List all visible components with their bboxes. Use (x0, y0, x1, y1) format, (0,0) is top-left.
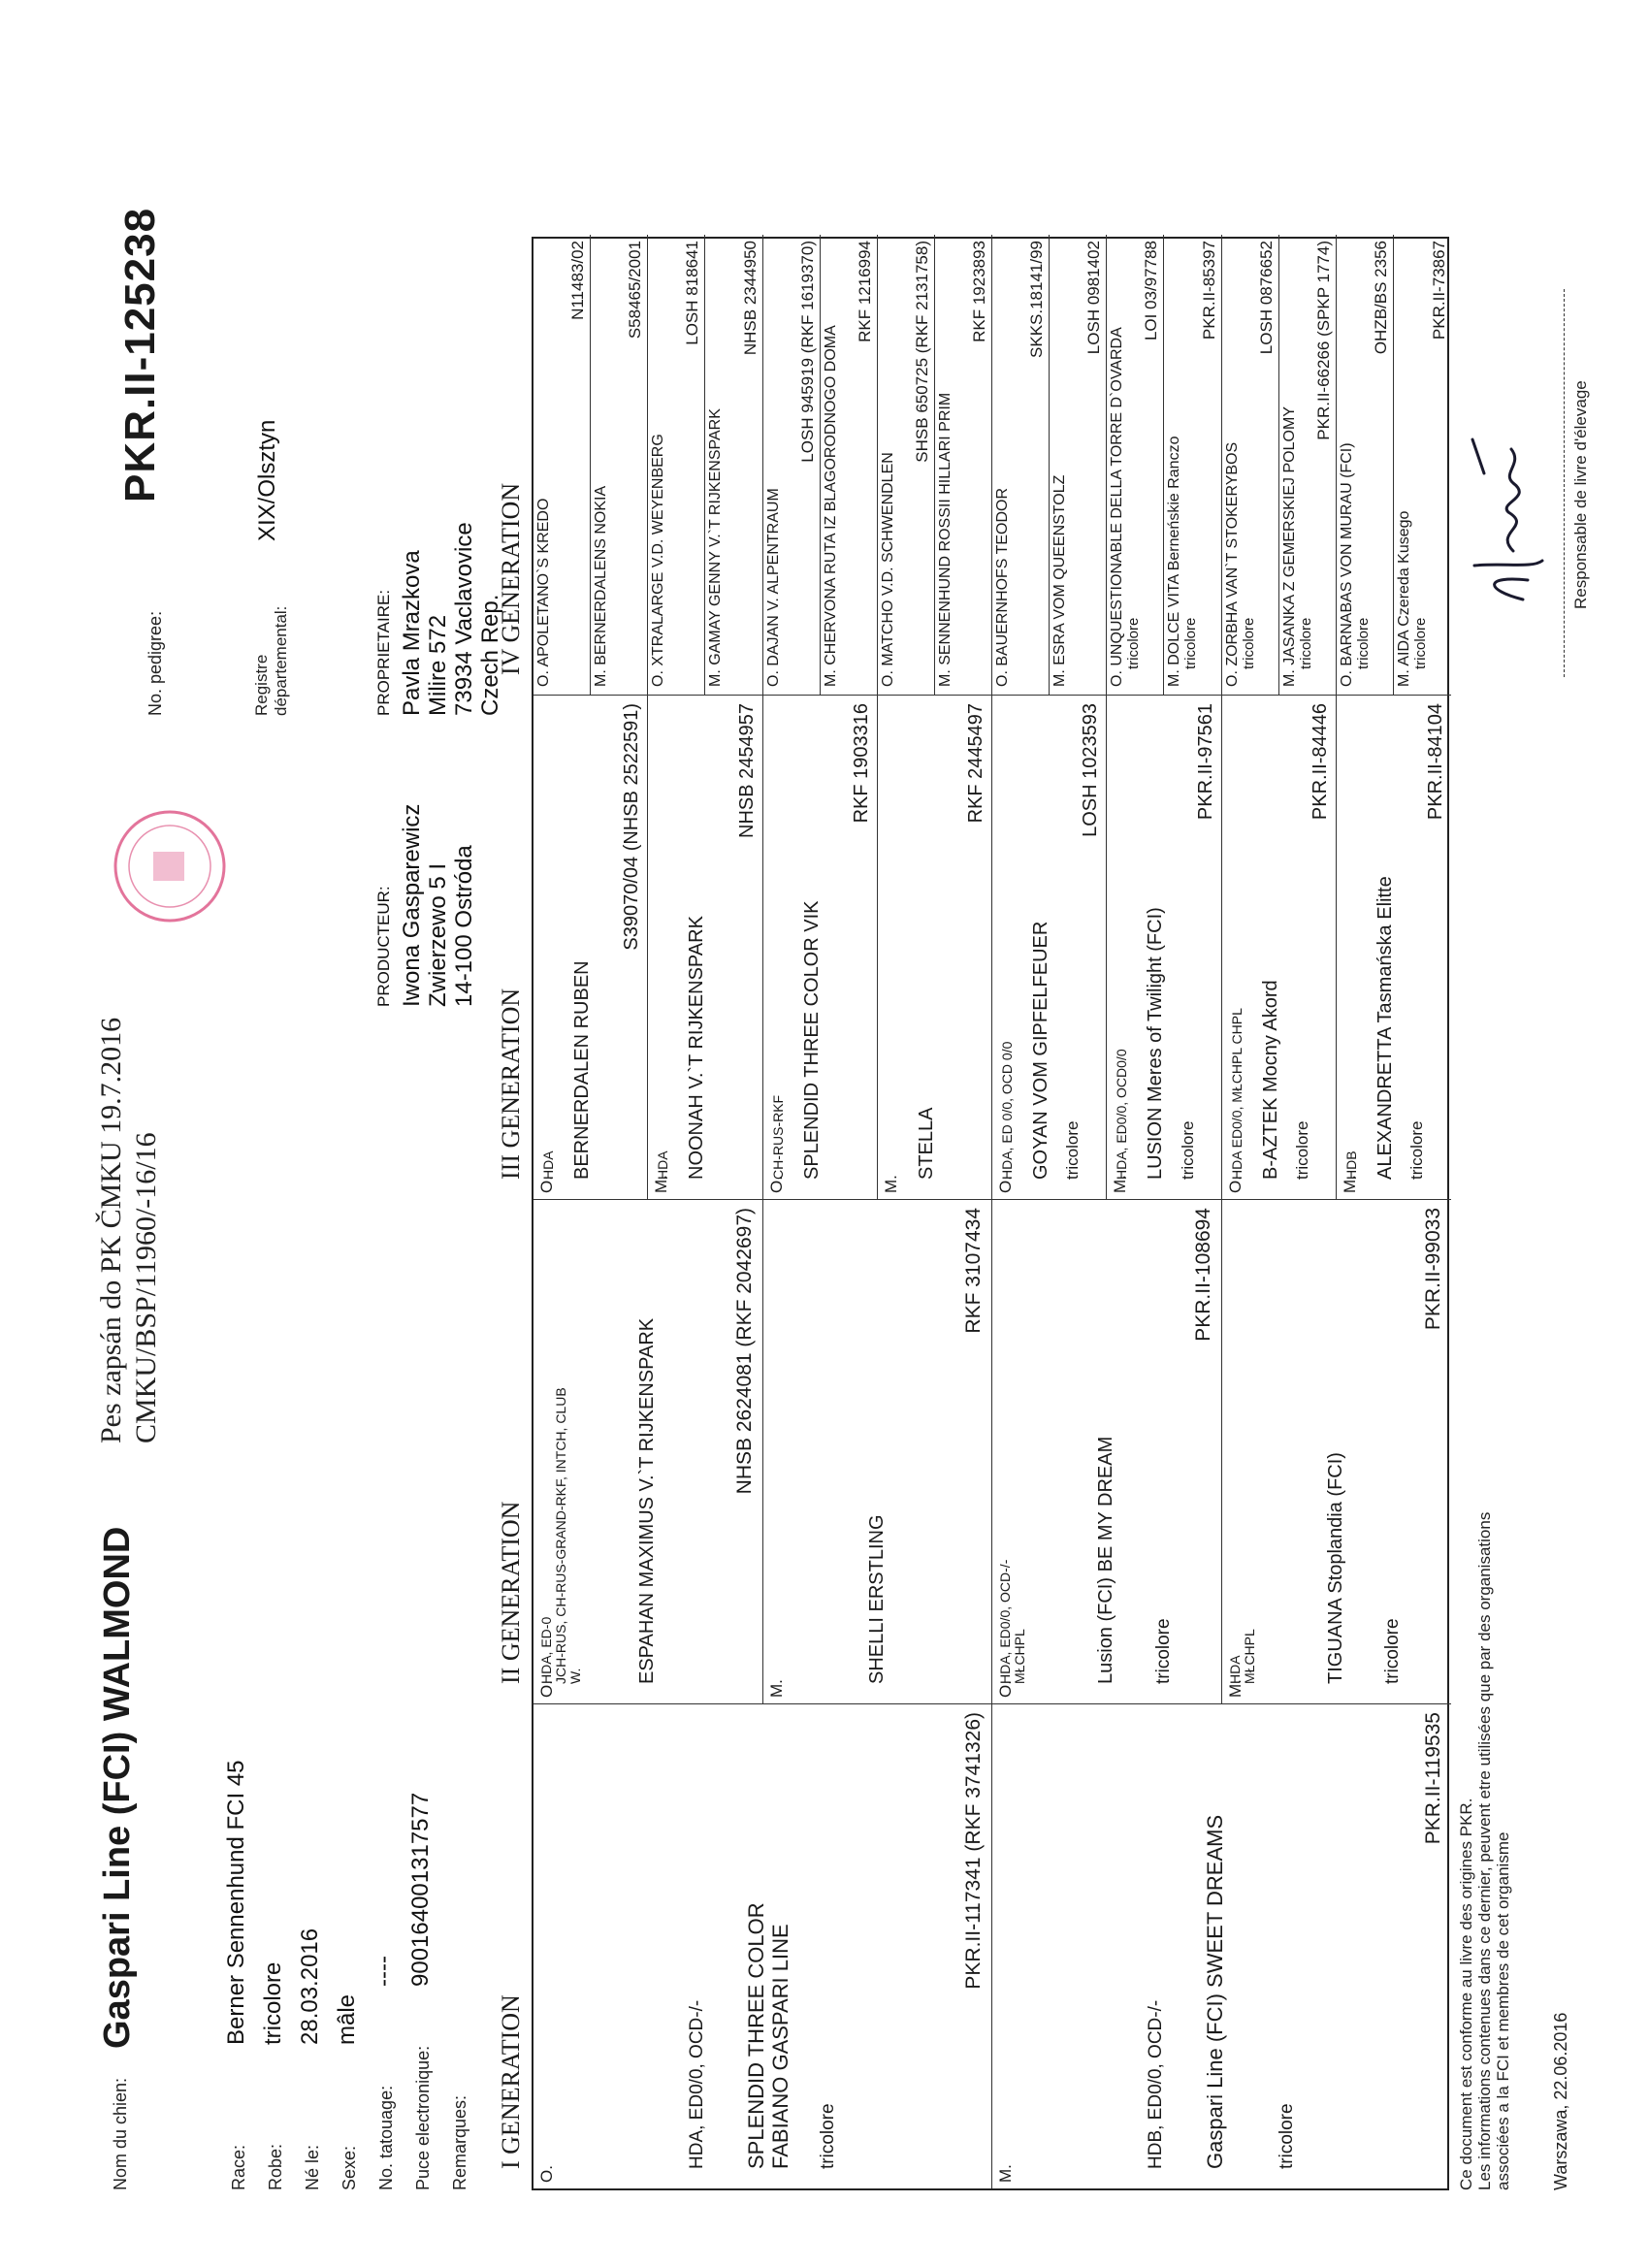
pedigree-cell-gen1 (992, 1703, 1451, 2188)
ancestor-titles: HDA, ED-0 (538, 1616, 554, 1684)
pedigree-cell-gen3 (1337, 695, 1451, 1199)
ancestor-sex: O. (537, 1176, 556, 1193)
ancestor-titles-line2: MŁCHPL (1012, 1629, 1027, 1684)
ancestor-name: GOYAN VOM GIPFELFEUER (1030, 921, 1052, 1180)
pedigree-cell-gen3 (648, 695, 762, 1199)
ancestor-entry: M. JASANKA Z GEMERSKIEJ POLOMY (1280, 406, 1298, 687)
ancestor-color: tricolore (1407, 1120, 1427, 1180)
ancestor-sex: M. (766, 1679, 786, 1698)
ancestor-sex: O. (766, 1176, 786, 1193)
ancestor-entry: O. MATCHO V.D. SCHWENDLEN (879, 452, 896, 687)
pedigree-cell-gen4 (763, 235, 821, 695)
proprietaire-label: PROPRIETAIRE: (374, 589, 393, 716)
ancestor-registration: NHSB 2454957 (735, 703, 758, 838)
pedigree-cell-gen3 (1107, 695, 1221, 1199)
ancestor-registration: LOSH 818641 (683, 241, 702, 345)
ancestor-entry: M. AIDA Czereda Kusego (1395, 510, 1412, 687)
registration-note-line2: CMKU/BSP/11960/-16/16 (130, 1132, 162, 1443)
ancestor-registration: LOSH 0876652 (1256, 241, 1276, 355)
ancestor-color: tricolore (1297, 617, 1314, 669)
ancestor-titles-line3: W. (567, 1668, 583, 1684)
pedigree-cell-gen2 (1222, 1199, 1452, 1703)
field-label: Sexe: (340, 2145, 359, 2190)
ancestor-titles: HDA ED0/0, MŁCHPL CHPL (1228, 1008, 1245, 1180)
ancestor-titles: HDA, ED 0/0, OCD 0/0 (999, 1041, 1015, 1180)
ancestor-entry: M. GAMAY GENNY V.`T RIJKENSPARK (707, 408, 725, 687)
responsable-label: Responsable de livre d'élevage (1571, 380, 1590, 609)
ancestor-name: Lusion (FCI) BE MY DREAM (1095, 1436, 1117, 1684)
ancestor-name: SPLENDID THREE COLOR (743, 1902, 768, 2169)
registre-label-2: départemental: (272, 605, 290, 716)
ancestor-registration: RKF 2445497 (965, 703, 986, 824)
ancestor-name: SPLENDID THREE COLOR VIK (800, 900, 823, 1180)
ancestor-registration: SHSB 650725 (RKF 2131758) (912, 241, 931, 463)
ancestor-registration: LOI 03/97788 (1142, 241, 1161, 341)
pedigree-cell-gen4 (648, 235, 705, 695)
ancestor-registration: PKR.II-84446 (1309, 703, 1331, 821)
ancestor-name: SHELLI ERSTLING (865, 1514, 888, 1684)
ancestor-color: tricolore (1354, 617, 1372, 669)
ancestor-registration: RKF 1903316 (850, 703, 872, 824)
pedigree-cell-gen1 (534, 1703, 992, 2188)
dog-name-label: Nom du chien: (111, 2077, 130, 2190)
ancestor-name: LUSION Meres of Twilight (FCI) (1145, 907, 1167, 1180)
ancestor-titles: HDB, ED0/0, OCD-/- (1145, 1999, 1166, 2169)
pedigree-number: PKR.II-125238 (116, 207, 164, 502)
ancestor-registration: LOSH 0981402 (1084, 241, 1104, 355)
ancestor-registration: SKKS.18141/99 (1027, 241, 1047, 358)
proprietaire-line: Milire 572 (425, 614, 451, 716)
ancestor-name: Gaspari Line (FCI) SWEET DREAMS (1202, 1814, 1227, 2169)
field-label: Robe: (266, 2143, 285, 2190)
ancestor-registration: PKR.II-73867 (1430, 241, 1448, 340)
pedigree-number-label: No. pedigree: (146, 610, 165, 716)
pedigree-cell-gen4 (1337, 235, 1394, 695)
ancestor-registration: PKR.II-85397 (1199, 241, 1218, 340)
pedigree-cell-gen4 (1164, 235, 1221, 695)
ancestor-color: tricolore (1382, 1618, 1404, 1684)
ancestor-sex: M. (996, 2164, 1015, 2183)
ancestor-entry: O. XTRALARGE V.D. WEYENBERG (650, 434, 667, 687)
registration-note-line1: Pes zapsán do PK ČMKU 19.7.2016 (95, 1017, 127, 1443)
ancestor-registration: PKR.II-97561 (1194, 703, 1216, 821)
pedigree-cell-gen3 (1222, 695, 1337, 1199)
producteur-line: 14-100 Ostróda (451, 845, 477, 1007)
pedigree-cell-gen4 (1222, 235, 1279, 695)
field-value: 900164001317577 (407, 1792, 434, 1987)
proprietaire-line: 73934 Vaclavovice (451, 522, 477, 716)
ancestor-name: BERNERDALEN RUBEN (571, 960, 594, 1180)
proprietaire-block (371, 522, 503, 716)
pedigree-cell-gen4 (878, 235, 935, 695)
pedigree-cell-gen2 (534, 1199, 763, 1703)
ancestor-name: B-AZTEK Mocny Akord (1259, 980, 1281, 1180)
pedigree-cell-gen4 (1394, 235, 1451, 695)
ancestor-sex: O. (537, 1680, 556, 1698)
ancestor-entry: M. DOLCE VITA Berneńskie Ranczo (1166, 436, 1183, 687)
ancestor-registration: LOSH 1023593 (1080, 703, 1102, 837)
ancestor-entry: O. APOLETANO`S KREDO (535, 498, 552, 687)
pedigree-table (497, 237, 1449, 2190)
ancestor-registration: NHSB 2344950 (740, 241, 760, 356)
pedigree-cell-gen4 (992, 235, 1050, 695)
pedigree-cell-gen4 (591, 235, 648, 695)
field-value: tricolore (260, 1961, 286, 2045)
ancestor-entry: O. BARNABAS VON MURAU (FCI) (1338, 442, 1355, 687)
signature-line (1564, 289, 1565, 677)
signature (1455, 367, 1562, 619)
ancestor-entry: O. BAUERNHOFS TEODOR (994, 487, 1011, 687)
ancestor-entry: O. ZORBHA VAN`T STOKERYBOS (1223, 441, 1241, 687)
generation-header: II GENERATION (497, 1501, 525, 1684)
ancestor-registration: NHSB 2624081 (RKF 2042697) (732, 1208, 756, 1495)
pedigree-cell-gen3 (763, 695, 878, 1199)
ancestor-titles: HDA, ED0/0, OCD-/- (686, 1999, 707, 2169)
cmku-stamp (107, 803, 233, 929)
producteur-label: PRODUCTEUR: (374, 886, 393, 1007)
ancestor-titles: HDA, ED0/0, OCD0/0 (1114, 1049, 1130, 1180)
ancestor-entry: M. SENNENHUND ROSSII HILLARI PRIM (936, 392, 954, 687)
ancestor-color: tricolore (1125, 617, 1143, 669)
pedigree-cell-gen4 (935, 235, 992, 695)
field-label: Remarques: (450, 2094, 469, 2190)
pedigree-cell-gen4 (821, 235, 878, 695)
pedigree-cell-gen4 (705, 235, 762, 695)
ancestor-sex: O. (996, 1680, 1015, 1698)
dog-name: Gaspari Line (FCI) WALMOND (97, 1526, 138, 2049)
ancestor-sex: O. (996, 1176, 1015, 1193)
field-value: ---- (371, 1956, 397, 1987)
ancestor-entry: M. ESRA VOM QUEENSTOLZ (1051, 474, 1069, 687)
proprietaire-line: Czech Rep. (477, 594, 503, 716)
footer-note-1: Ce document est conforme au livre des origines PKR. (1457, 1798, 1475, 2190)
ancestor-name: NOONAH V.`T RIJKENSPARK (686, 916, 708, 1180)
field-value: mâle (334, 1993, 360, 2045)
footer-note-3: associées a la FCI et membres de cet organisme (1494, 1831, 1512, 2190)
ancestor-registration: RKF 1216994 (855, 241, 874, 342)
ancestor-registration: OHZB/BS 2356 (1371, 241, 1390, 355)
proprietaire-line: Pavla Mrazkova (399, 550, 425, 716)
ancestor-color: tricolore (1063, 1120, 1083, 1180)
ancestor-sex: O. (1225, 1176, 1245, 1193)
ancestor-color: tricolore (1277, 2103, 1298, 2169)
ancestor-registration: LOSH 945919 (RKF 1619370) (797, 241, 817, 463)
generation-header: III GENERATION (497, 988, 525, 1180)
registre-value: XIX/Olsztyn (254, 419, 280, 541)
ancestor-titles-line2: JCH-RUS, CH-RUS-GRAND-RKF, INTCH, CLUB (553, 1387, 568, 1684)
ancestor-titles: HDA (655, 1150, 671, 1180)
ancestor-entry: M. BERNERDALENS NOKIA (593, 485, 610, 687)
pedigree-cell-gen4 (1107, 235, 1164, 695)
generation-header: I GENERATION (497, 1994, 525, 2169)
ancestor-entry: O. UNQUESTIONABLE DELLA TORRE D`OVARDA (1109, 327, 1126, 687)
ancestor-name-line2: FABIANO GASPARI LINE (767, 1924, 792, 2169)
ancestor-sex: M. (1111, 1175, 1130, 1193)
ancestor-titles: HDB (1342, 1150, 1359, 1180)
pedigree-cell-gen4 (1279, 235, 1337, 695)
ancestor-color: tricolore (1411, 617, 1429, 669)
ancestor-sex: O. (537, 2165, 556, 2183)
ancestor-registration: RKF 1923893 (970, 241, 988, 342)
ancestor-titles: HDA (540, 1150, 556, 1180)
ancestor-registration: PKR.II-99033 (1422, 1208, 1444, 1331)
ancestor-name: STELLA (915, 1107, 937, 1180)
ancestor-registration: S58465/2001 (626, 241, 645, 340)
producteur-line: Iwona Gasparewicz (399, 803, 425, 1007)
ancestor-sex: M. (881, 1175, 900, 1193)
ancestor-registration: RKF 3107434 (962, 1208, 985, 1334)
ancestor-color: tricolore (1152, 1618, 1174, 1684)
pedigree-cell-gen2 (763, 1199, 993, 1703)
pedigree-cell-gen4 (1050, 235, 1107, 695)
pedigree-cell-gen3 (534, 695, 648, 1199)
ancestor-registration: PKR.II-117341 (RKF 3741326) (962, 1712, 985, 1990)
ancestor-titles: HDA, ED0/0, OCD-/- (997, 1559, 1013, 1684)
ancestor-color: tricolore (1292, 1120, 1311, 1180)
ancestor-entry: M. CHERVONA RUTA IZ BLAGORODNOGO DOMA (822, 325, 839, 687)
pedigree-cell-gen2 (992, 1199, 1222, 1703)
ancestor-color: tricolore (818, 2103, 839, 2169)
ancestor-registration: PKR.II-108694 (1191, 1208, 1214, 1342)
registre-label-1: Registre (252, 654, 271, 716)
ancestor-titles: HDA (1226, 1655, 1243, 1684)
ancestor-entry: O. DAJAN V. ALPENTRAUM (764, 488, 782, 687)
ancestor-color: tricolore (1178, 1120, 1197, 1180)
footer-note-2: Les informations contenues dans ce dernier, peuvent etre utilisées que par des organisations (1475, 1511, 1494, 2190)
ancestor-sex: M. (1225, 1679, 1245, 1698)
ancestor-titles-line2: MŁCHPL (1241, 1629, 1257, 1684)
ancestor-name: ALEXANDRETTA Tasmańska Elitte (1374, 876, 1396, 1180)
generation-header: IV GENERATION (497, 482, 525, 675)
field-label: Né le: (303, 2144, 322, 2190)
ancestor-sex: M. (652, 1175, 671, 1193)
pedigree-cell-gen3 (878, 695, 992, 1199)
field-value: 28.03.2016 (297, 1928, 323, 2045)
ancestor-registration: PKR.II-66266 (SPKP 1774) (1313, 241, 1333, 440)
field-label: No. tatouage: (376, 2085, 396, 2190)
ancestor-name: ESPAHAN MAXIMUS V.`T RIJKENSPARK (636, 1317, 659, 1684)
ancestor-name: TIGUANA Stoplandia (FCI) (1324, 1452, 1346, 1684)
pedigree-cell-gen3 (992, 695, 1107, 1199)
field-label: Puce electronique: (413, 2045, 433, 2190)
ancestor-color: tricolore (1240, 617, 1257, 669)
ancestor-registration: S39070/04 (NHSB 2522591) (621, 703, 643, 951)
ancestor-sex: M. (1340, 1175, 1359, 1193)
place-date: Warszawa, 22.06.2016 (1551, 2012, 1570, 2190)
pedigree-cell-gen4 (534, 235, 591, 695)
producteur-line: Zwierzewo 5 I (425, 862, 451, 1007)
producteur-block (371, 804, 477, 1007)
ancestor-registration: N11483/02 (568, 241, 588, 320)
ancestor-color: tricolore (1182, 617, 1200, 669)
field-value: Berner Sennenhund FCI 45 (223, 1760, 249, 2045)
ancestor-titles: CH-RUS-RKF (769, 1094, 786, 1180)
ancestor-registration: PKR.II-119535 (1422, 1712, 1444, 1845)
field-label: Race: (229, 2144, 248, 2190)
ancestor-registration: PKR.II-84104 (1425, 703, 1446, 821)
